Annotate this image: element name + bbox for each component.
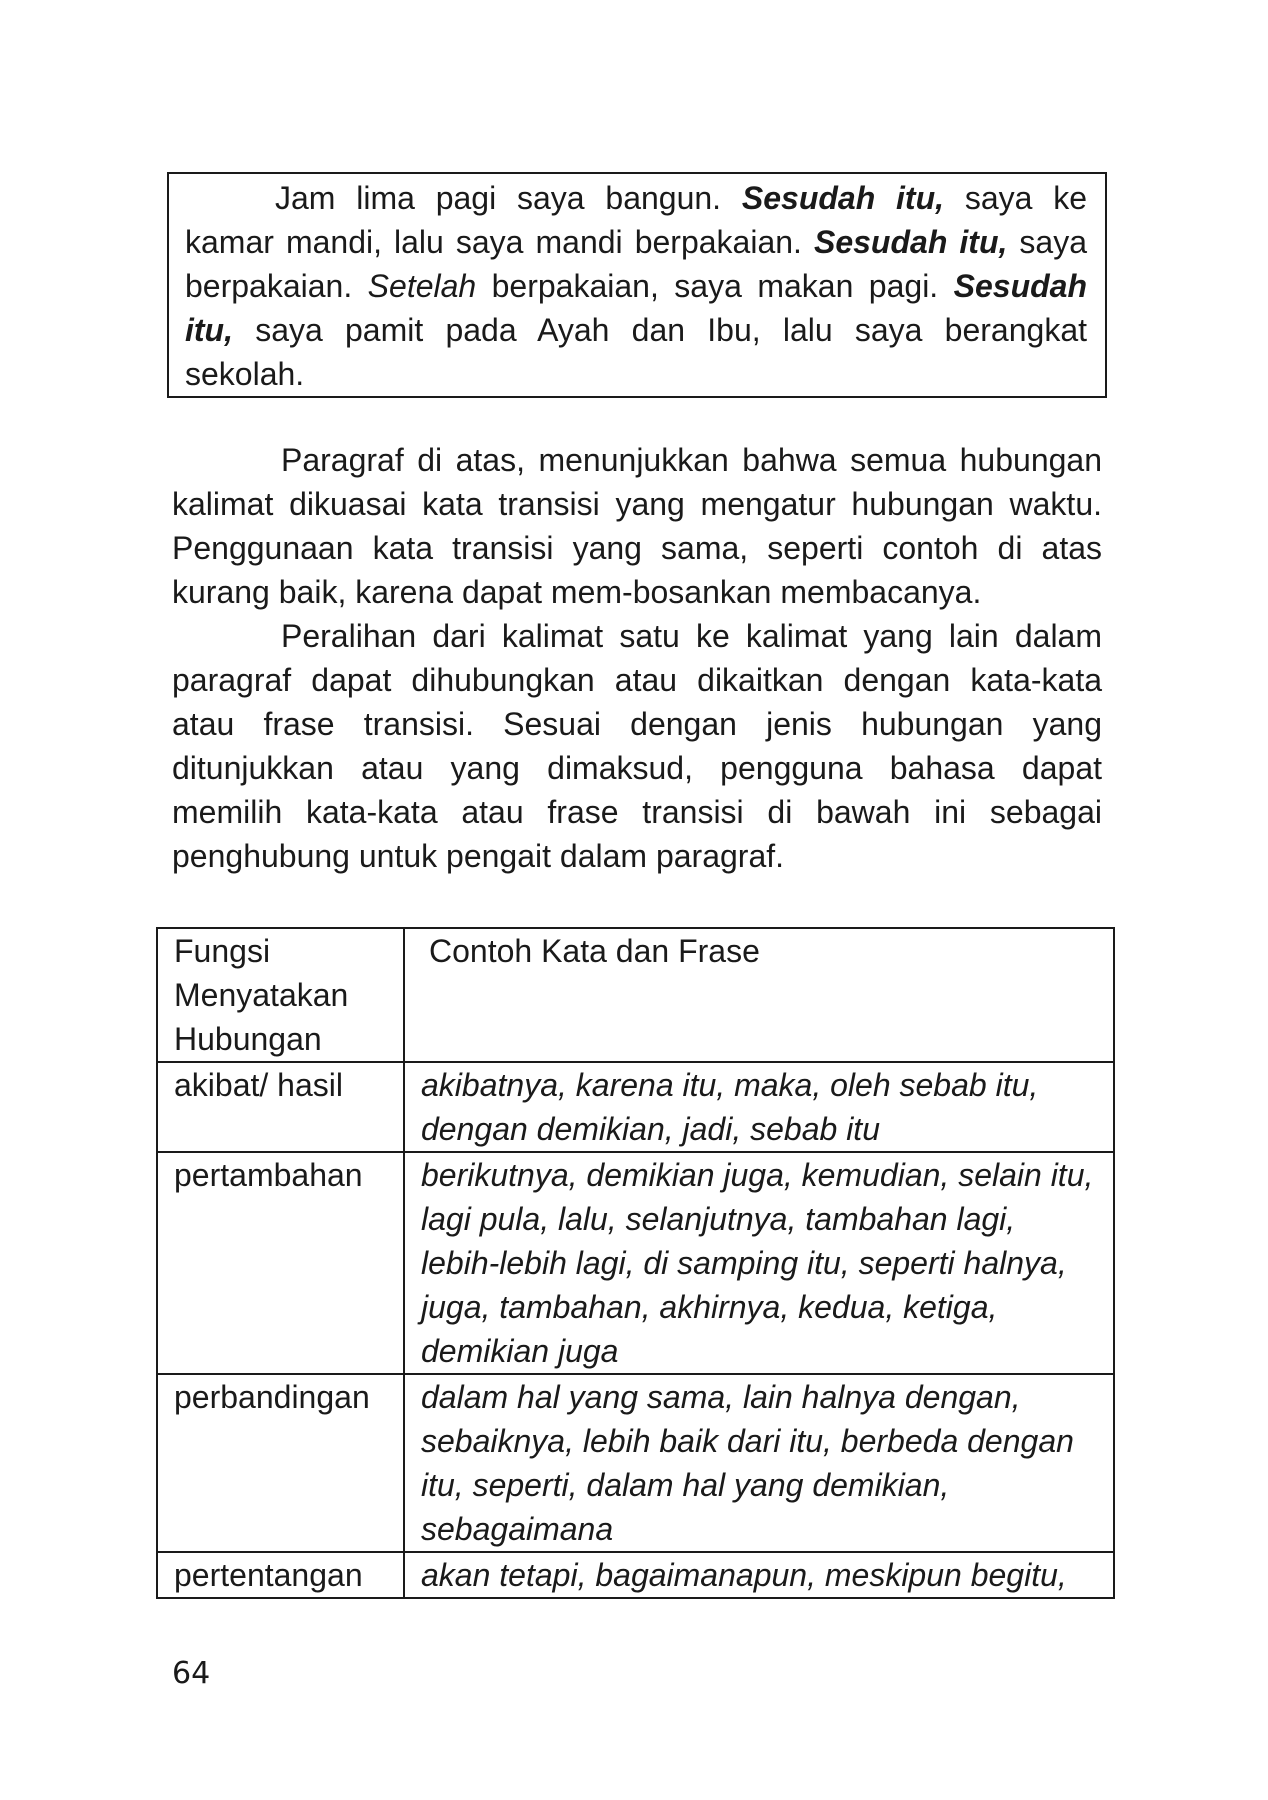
table-row [157,1374,1114,1552]
box-segment: saya pamit pada Ayah dan Ibu, lalu saya berangkat sekolah. [185,312,1087,392]
table-header-row [157,928,1114,1062]
header-contoh: Contoh Kata dan Frase [404,928,1114,1062]
box-segment: saya ke kamar mandi, lalu saya mandi berpakaian. [185,180,1088,260]
cell-contoh: akibatnya, karena itu, maka, oleh sebab itu, dengan demikian, jadi, sebab itu [404,1062,1114,1152]
example-paragraph-box [167,172,1107,398]
page-number: 64 [172,1656,211,1691]
cell-contoh: berikutnya, demikian juga, kemudian, selain itu, lagi pula, lalu, selanjutnya, tambahan lagi, lebih-lebih lagi, di samping itu, seperti halnya, juga, tambahan, akhirnya, kedua, ketiga, demikian juga [404,1152,1114,1374]
box-segment: saya berpakaian. [185,224,1088,304]
box-segment: berpakaian, saya makan pagi. [476,268,954,304]
cell-fungsi: perbandingan [157,1374,404,1552]
cell-fungsi: pertentangan [157,1552,404,1598]
table-row [157,1152,1114,1374]
cell-contoh: dalam hal yang sama, lain halnya dengan, sebaiknya, lebih baik dari itu, berbeda dengan itu, seperti, dalam hal yang demikian, sebagaimana [404,1374,1114,1552]
table-row [157,1552,1114,1598]
paragraph-1: Paragraf di atas, menunjukkan bahwa semua hubungan kalimat dikuasai kata transisi yang mengatur hubungan waktu. Penggunaan kata transisi yang sama, seperti contoh di atas kurang baik, karena dapat mem-bosankan membacanya. [172,442,1102,610]
body-text [172,438,1102,878]
paragraph-2: Peralihan dari kalimat satu ke kalimat yang lain dalam paragraf dapat dihubungkan atau dikaitkan dengan kata-kata atau frase transisi. Sesuai dengan jenis hubungan yang ditunjukkan atau yang dimaksud, pengguna bahasa dapat memilih kata-kata atau frase transisi di bawah ini sebagai penghubung untuk pengait dalam paragraf. [172,618,1102,874]
transition-highlight: Sesudah itu, [185,268,1088,348]
transition-italic: Setelah [367,268,477,304]
transition-table [156,927,1115,1599]
cell-contoh: akan tetapi, bagaimanapun, meskipun begitu, [404,1552,1114,1598]
transition-highlight: Sesudah itu, [813,224,1008,260]
header-fungsi: Fungsi Menyatakan Hubungan [157,928,404,1062]
table-row [157,1062,1114,1152]
example-paragraph [185,176,1087,396]
transition-highlight: Sesudah itu, [741,180,945,216]
cell-fungsi: akibat/ hasil [157,1062,404,1152]
cell-fungsi: pertambahan [157,1152,404,1374]
box-segment: Jam lima pagi saya bangun. [275,180,742,216]
